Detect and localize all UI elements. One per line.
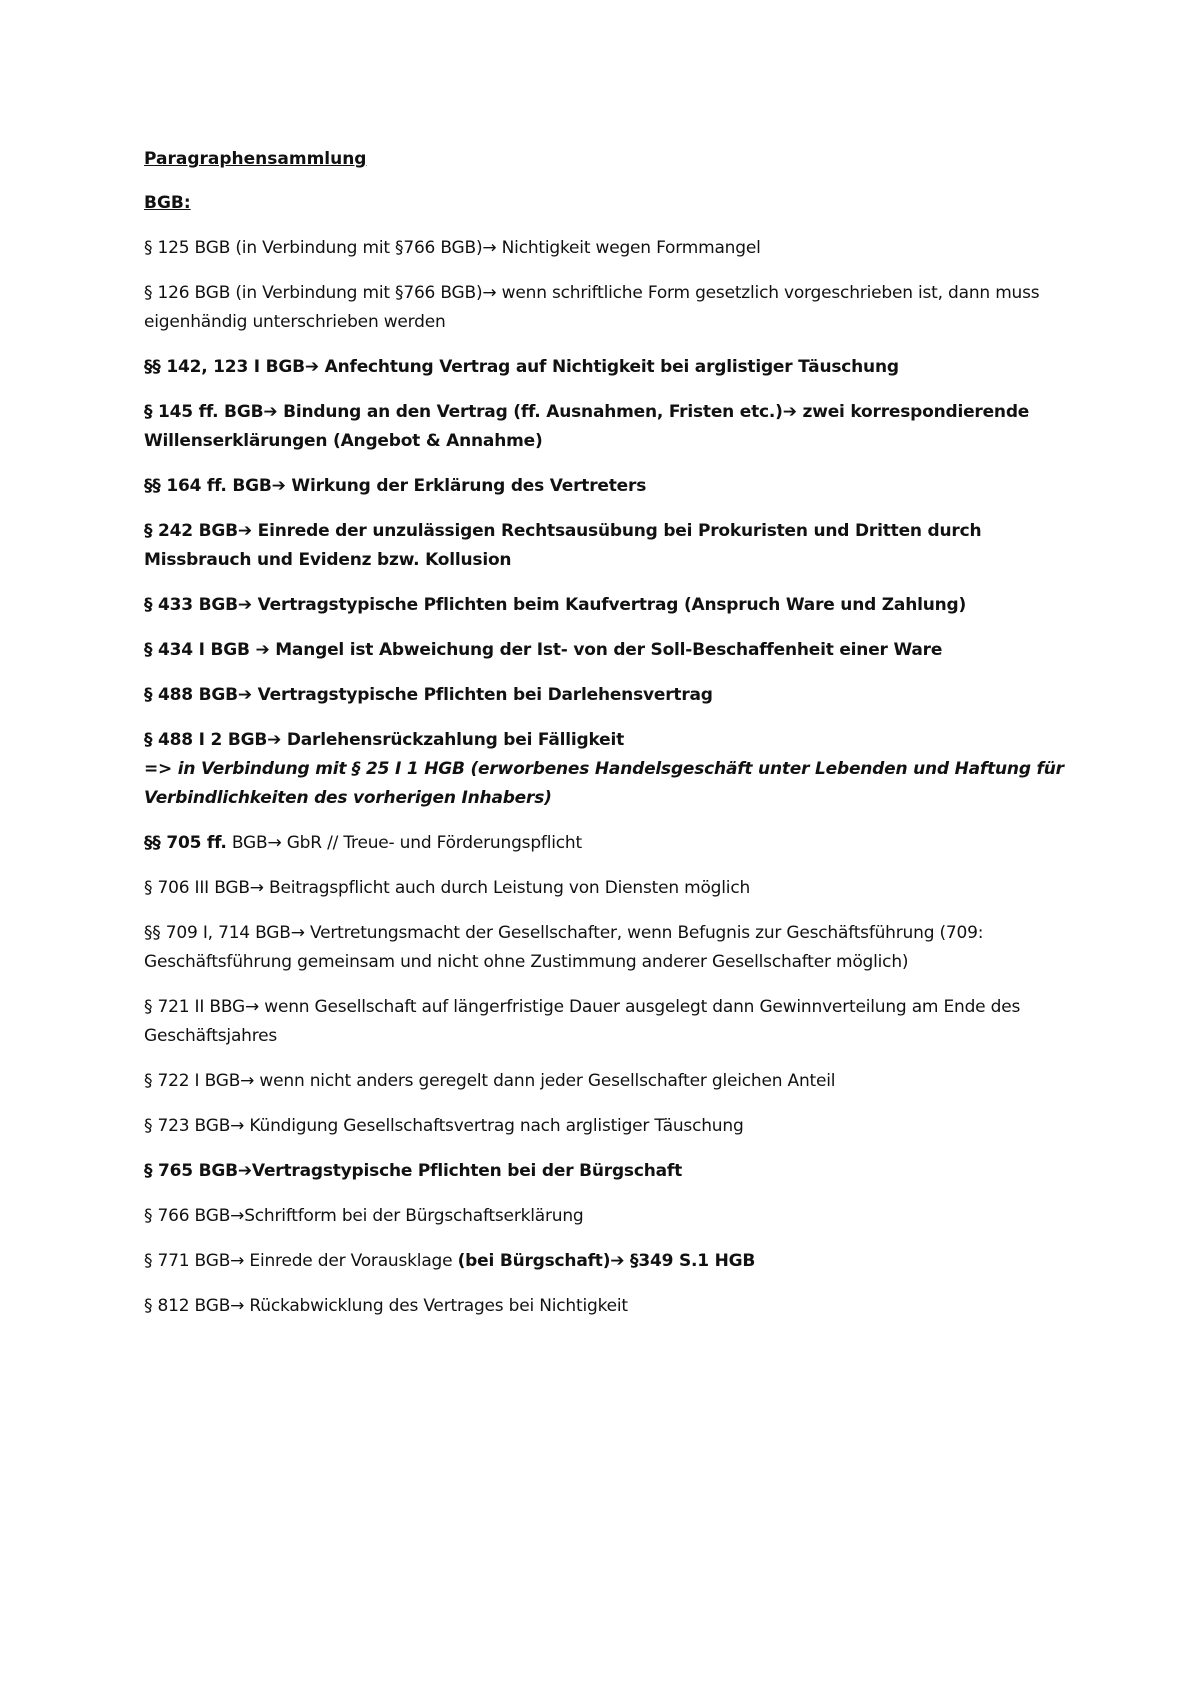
entry-722: § 722 I BGB→ wenn nicht anders geregelt dann jeder Gesellschafter gleichen Anteil [144,1071,836,1091]
entry-126: § 126 BGB (in Verbindung mit §766 BGB)→ wenn schriftliche Form gesetzlich vorgeschrieben ist, dann muss eigenhändig unterschrieben werden [144,283,1040,332]
entry-723: § 723 BGB→ Kündigung Gesellschaftsvertrag nach arglistiger Täuschung [144,1116,744,1136]
entry-488-2-note: => in Verbindung mit § 25 I 1 HGB (erworbenes Handelsgeschäft unter Lebenden und Haftung für Verbindlichkeiten des vorherigen Inhabers) [144,759,1064,808]
entry-125: § 125 BGB (in Verbindung mit §766 BGB)→ Nichtigkeit wegen Formmangel [144,238,761,258]
section-heading-bgb: BGB: [144,193,191,213]
entry-488: § 488 BGB➔ Vertragstypische Pflichten bei Darlehensvertrag [144,685,713,705]
entry-771-text: § 771 BGB→ Einrede der Vorausklage [144,1251,458,1271]
entry-242: § 242 BGB➔ Einrede der unzulässigen Rechtsausübung bei Prokuristen und Dritten durch Missbrauch und Evidenz bzw. Kollusion [144,521,982,570]
entry-145: § 145 ff. BGB➔ Bindung an den Vertrag (ff. Ausnahmen, Fristen etc.)➔ zwei korrespondierende Willenserklärungen (Angebot & Annahme) [144,402,1030,451]
entry-812: § 812 BGB→ Rückabwicklung des Vertrages bei Nichtigkeit [144,1296,628,1316]
entry-709: §§ 709 I, 714 BGB→ Vertretungsmacht der Gesellschafter, wenn Befugnis zur Geschäftsführung (709: Geschäftsführung gemeinsam und nicht ohne Zustimmung anderer Gesellschafter möglich) [144,923,984,972]
entry-705-text: BGB→ GbR // Treue- und Förderungspflicht [226,833,582,853]
entry-705-lead: §§ 705 ff. [144,833,227,853]
entry-705 [144,829,1080,858]
entry-771 [144,1247,1080,1276]
document-title: Paragraphensammlung [144,149,367,169]
entry-433: § 433 BGB➔ Vertragstypische Pflichten beim Kaufvertrag (Anspruch Ware und Zahlung) [144,595,967,615]
entry-142: §§ 142, 123 I BGB➔ Anfechtung Vertrag auf Nichtigkeit bei arglistiger Täuschung [144,357,899,377]
entry-766: § 766 BGB→Schriftform bei der Bürgschaftserklärung [144,1206,584,1226]
entry-771-tail: (bei Bürgschaft)➔ §349 S.1 HGB [457,1251,756,1271]
entry-765: § 765 BGB➔Vertragstypische Pflichten bei der Bürgschaft [144,1161,683,1181]
entry-488-2 [144,726,1080,813]
entry-706: § 706 III BGB→ Beitragspflicht auch durch Leistung von Diensten möglich [144,878,751,898]
entry-488-2-main: § 488 I 2 BGB➔ Darlehensrückzahlung bei Fälligkeit [144,730,624,750]
entry-164: §§ 164 ff. BGB➔ Wirkung der Erklärung des Vertreters [144,476,647,496]
entry-434: § 434 I BGB ➔ Mangel ist Abweichung der Ist- von der Soll-Beschaffenheit einer Ware [144,640,943,660]
entry-721: § 721 II BBG→ wenn Gesellschaft auf längerfristige Dauer ausgelegt dann Gewinnverteilung am Ende des Geschäftsjahres [144,997,1021,1046]
